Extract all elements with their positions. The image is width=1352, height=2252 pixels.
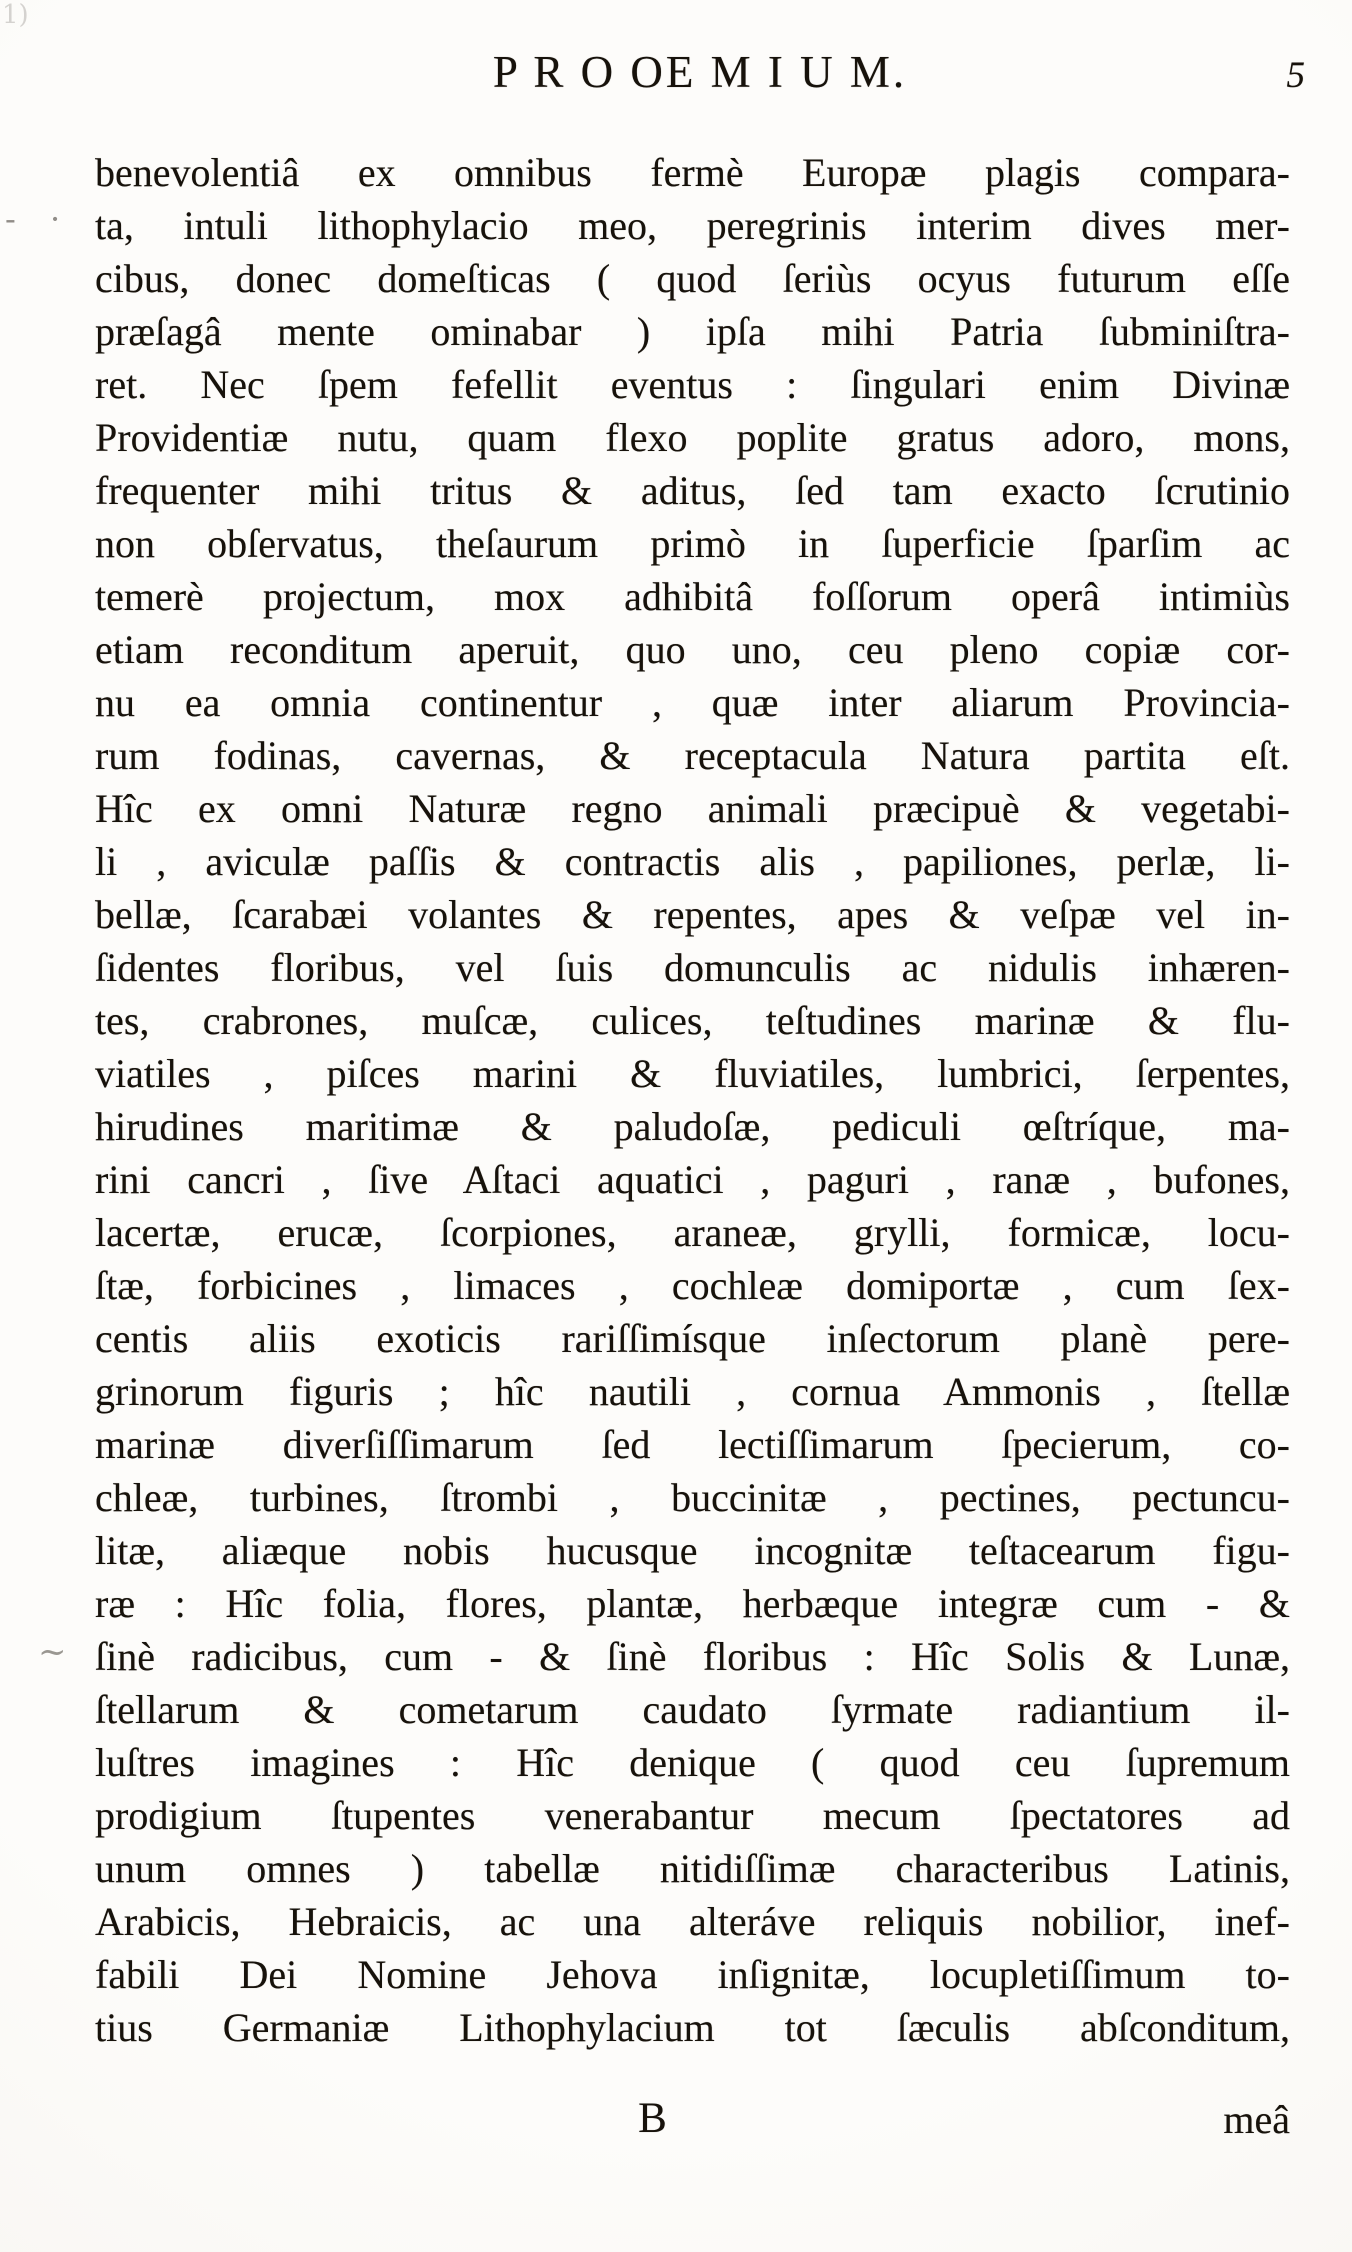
text-line: ſtæ, forbicines , limaces , cochleæ domiportæ , cum ſex-: [95, 1263, 1290, 1308]
text-line: Arabicis, Hebraicis, ac una alteráve reliquis nobilior, inef-: [95, 1899, 1290, 1944]
scan-artifact-dash: - ·: [5, 200, 73, 238]
text-line: tes, crabrones, muſcæ, culices, teſtudines marinæ & flu-: [95, 998, 1290, 1043]
text-line: ſtellarum & cometarum caudato ſyrmate radiantium il-: [95, 1687, 1290, 1732]
text-line: luſtres imagines : Hîc denique ( quod ceu ſupremum: [95, 1740, 1290, 1785]
text-line: etiam reconditum aperuit, quo uno, ceu pleno copiæ cor-: [95, 627, 1290, 672]
body-text: [95, 146, 1290, 2054]
text-line: unum omnes ) tabellæ nitidiſſimæ characteribus Latinis,: [95, 1846, 1290, 1891]
text-line: fabili Dei Nomine Jehova inſignitæ, locupletiſſimum to-: [95, 1952, 1290, 1997]
text-line: Providentiæ nutu, quam flexo poplite gratus adoro, mons,: [95, 415, 1290, 460]
text-line: hirudines maritimæ & paludoſæ, pediculi œſtríque, ma-: [95, 1104, 1290, 1149]
text-line: præſagâ mente ominabar ) ipſa mihi Patria ſubminiſtra-: [95, 309, 1290, 354]
text-line: nu ea omnia continentur , quæ inter aliarum Provincia-: [95, 680, 1290, 725]
text-line: ſidentes floribus, vel ſuis domunculis ac nidulis inhæren-: [95, 945, 1290, 990]
text-line: frequenter mihi tritus & aditus, ſed tam exacto ſcrutinio: [95, 468, 1290, 513]
text-line: li , aviculæ paſſis & contractis alis , papiliones, perlæ, li-: [95, 839, 1290, 884]
text-line: ta, intuli lithophylacio meo, peregrinis interim dives mer-: [95, 203, 1290, 248]
page-header: [95, 46, 1305, 110]
text-line: centis aliis exoticis rariſſimísque inſectorum planè pere-: [95, 1316, 1290, 1361]
text-line: rini cancri , ſive Aſtaci aquatici , paguri , ranæ , bufones,: [95, 1157, 1290, 1202]
scan-artifact-tilde: ~: [38, 1632, 67, 1672]
text-line: rum fodinas, cavernas, & receptacula Natura partita eſt.: [95, 733, 1290, 778]
text-line: non obſervatus, theſaurum primò in ſuperficie ſparſim ac: [95, 521, 1290, 566]
text-line: ſinè radicibus, cum - & ſinè floribus : Hîc Solis & Lunæ,: [95, 1634, 1290, 1679]
text-line: chleæ, turbines, ſtrombi , buccinitæ , pectines, pectuncu-: [95, 1475, 1290, 1520]
signature-mark: B: [638, 2095, 667, 2142]
text-line: litæ, aliæque nobis hucusque incognitæ teſtacearum figu-: [95, 1528, 1290, 1573]
text-line: marinæ diverſiſſimarum ſed lectiſſimarum ſpecierum, co-: [95, 1422, 1290, 1467]
catchword: meâ: [1223, 2097, 1290, 2142]
text-line: viatiles , piſces marini & fluviatiles, lumbrici, ſerpentes,: [95, 1051, 1290, 1096]
page-footer: [95, 2094, 1290, 2158]
page-number: 5: [1286, 55, 1305, 96]
scan-artifact-corner: 1): [2, 0, 29, 30]
text-line: lacertæ, erucæ, ſcorpiones, araneæ, grylli, formicæ, locu-: [95, 1210, 1290, 1255]
text-line: Hîc ex omni Naturæ regno animali præcipuè & vegetabi-: [95, 786, 1290, 831]
page-heading: P R O OE M I U M.: [492, 47, 908, 97]
text-line: cibus, donec domeſticas ( quod ſeriùs ocyus futurum eſſe: [95, 256, 1290, 301]
text-line: bellæ, ſcarabæi volantes & repentes, apes & veſpæ vel in-: [95, 892, 1290, 937]
text-line: temerè projectum, mox adhibitâ foſſorum operâ intimiùs: [95, 574, 1290, 619]
text-line: benevolentiâ ex omnibus fermè Europæ plagis compara-: [95, 150, 1290, 195]
text-line: ret. Nec ſpem fefellit eventus : ſingulari enim Divinæ: [95, 362, 1290, 407]
text-line: prodigium ſtupentes venerabantur mecum ſpectatores ad: [95, 1793, 1290, 1838]
text-line: tius Germaniæ Lithophylacium tot ſæculis abſconditum,: [95, 2005, 1290, 2050]
text-line: grinorum figuris ; hîc nautili , cornua Ammonis , ſtellæ: [95, 1369, 1290, 1414]
text-line: ræ : Hîc folia, flores, plantæ, herbæque integræ cum - &: [95, 1581, 1290, 1626]
